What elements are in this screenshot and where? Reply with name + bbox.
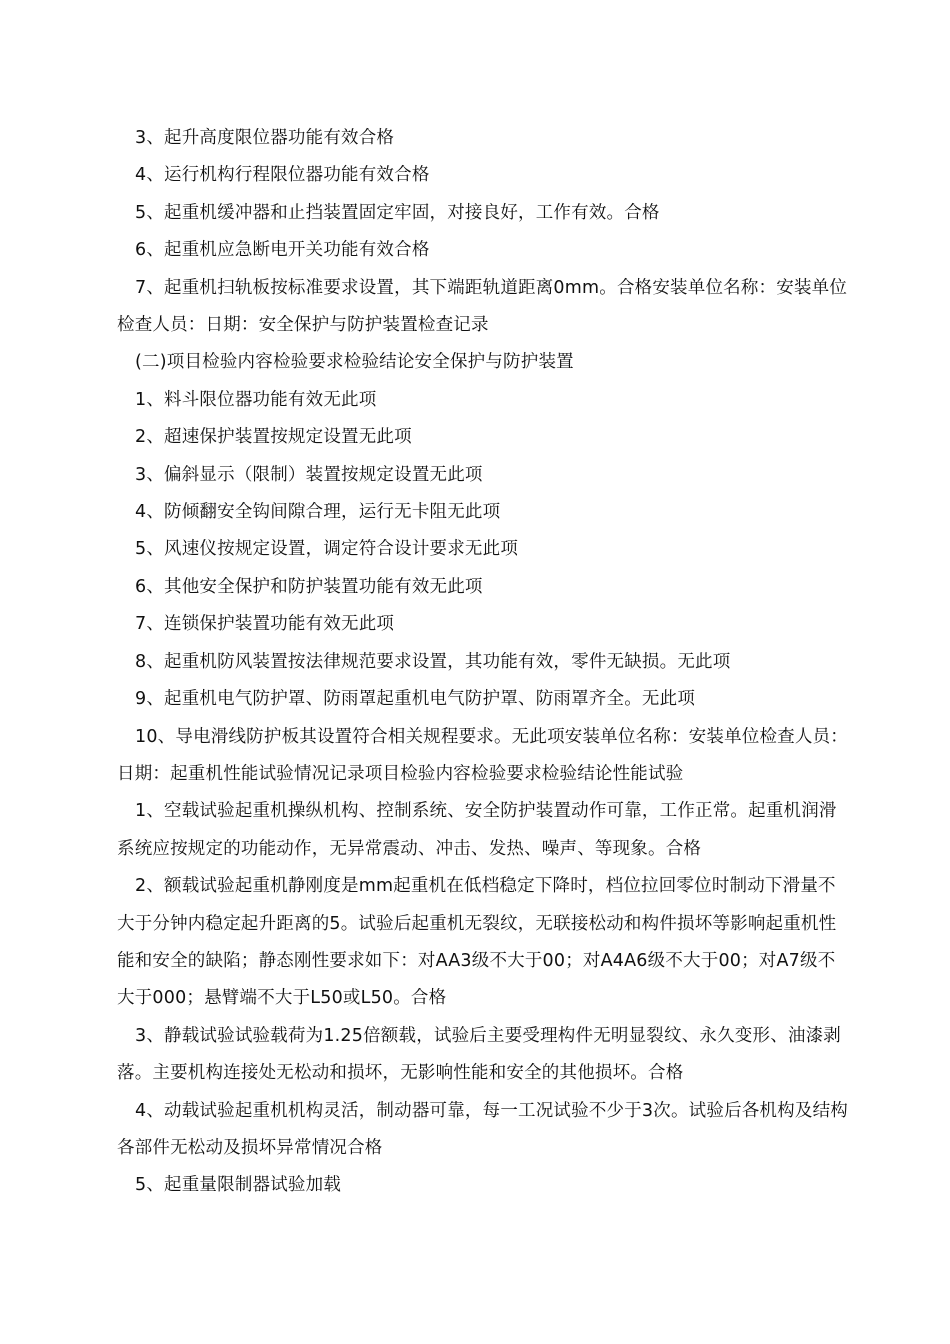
paragraph-18: 2、额载试验起重机静刚度是mm起重机在低档稳定下降时，档位拉回零位时制动下滑量不大于分钟内稳定起升距离的5。试验后起重机无裂纹，无联接松动和构件损坏等影响起重机性能和安全的缺陷；静态刚性要求如下：对AA3级不大于00；对A4A6级不大于00；对A7级不大于000；悬臂端不大于L50或L50。合格 — [117, 876, 837, 1009]
paragraph-4: 6、起重机应急断电开关功能有效合格 — [135, 240, 430, 261]
paragraph-10: 4、防倾翻安全钩间隙合理，运行无卡阻无此项 — [135, 502, 501, 523]
paragraph-2: 4、运行机构行程限位器功能有效合格 — [135, 165, 430, 186]
paragraph-8: 2、超速保护装置按规定设置无此项 — [135, 427, 412, 448]
paragraph-5: 7、起重机扫轨板按标准要求设置，其下端距轨道距离0mm。合格安装单位名称：安装单位检查人员：日期：安全保护与防护装置检查记录 — [117, 277, 848, 336]
paragraph-17: 1、空载试验起重机操纵机构、控制系统、安全防护装置动作可靠，工作正常。起重机润滑系统应按规定的功能动作，无异常震动、冲击、发热、噪声、等现象。合格 — [117, 801, 837, 859]
paragraph-15: 9、起重机电气防护罩、防雨罩起重机电气防护罩、防雨罩齐全。无此项 — [135, 689, 696, 710]
paragraph-16: 10、导电滑线防护板其设置符合相关规程要求。无此项安装单位名称：安装单位检查人员：日期：起重机性能试验情况记录项目检验内容检验要求检验结论性能试验 — [117, 726, 848, 784]
paragraph-1: 3、起升高度限位器功能有效合格 — [135, 128, 395, 148]
paragraph-9: 3、偏斜显示（限制）装置按规定设置无此项 — [135, 464, 483, 485]
paragraph-21: 5、起重量限制器试验加载 — [135, 1175, 342, 1196]
paragraph-3: 5、起重机缓冲器和止挡装置固定牢固，对接良好，工作有效。合格 — [135, 202, 660, 223]
paragraph-12: 6、其他安全保护和防护装置功能有效无此项 — [135, 576, 483, 597]
paragraph-6: (二)项目检验内容检验要求检验结论安全保护与防护装置 — [135, 352, 574, 373]
paragraph-11: 5、风速仪按规定设置，调定符合设计要求无此项 — [135, 539, 519, 560]
paragraph-13: 7、连锁保护装置功能有效无此项 — [135, 614, 395, 635]
paragraph-7: 1、料斗限位器功能有效无此项 — [135, 389, 377, 410]
paragraph-20: 4、动载试验起重机机构灵活，制动器可靠，每一工况试验不少于3次。试验后各机构及结构各部件无松动及损坏异常情况合格 — [117, 1100, 848, 1158]
document-body — [117, 120, 852, 1205]
paragraph-19: 3、静载试验试验载荷为1.25倍额载，试验后主要受理构件无明显裂纹、永久变形、油漆剥落。主要机构连接处无松动和损坏，无影响性能和安全的其他损坏。合格 — [117, 1025, 841, 1084]
paragraph-14: 8、起重机防风装置按法律规范要求设置，其功能有效，零件无缺损。无此项 — [135, 651, 731, 672]
